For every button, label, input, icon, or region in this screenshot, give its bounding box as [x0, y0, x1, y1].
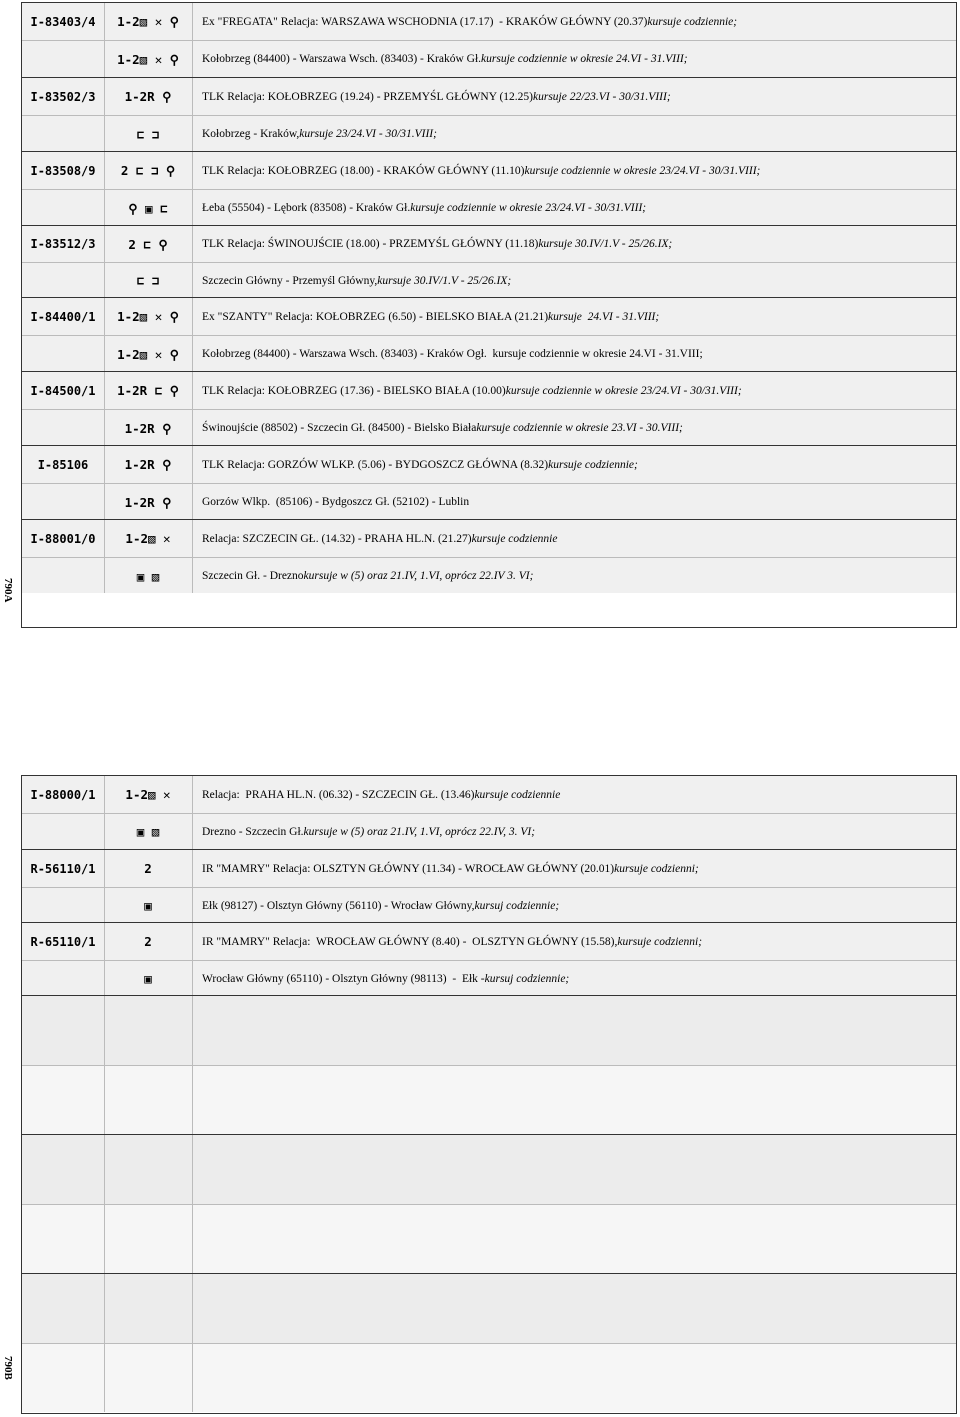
train-group [22, 3, 956, 77]
train-main-row [22, 520, 956, 557]
route-note: kursuje codziennie [474, 788, 561, 801]
sub-service-icons: 1-2▧ ✕ ⚲ [117, 346, 179, 362]
sub-route [192, 116, 956, 152]
column-divider [104, 1135, 105, 1204]
column-divider [192, 1205, 193, 1274]
sub-route-text: Szczecin Gł. - Drezno [202, 570, 304, 582]
sub-route-text: Szczecin Główny - Przemyśl Główny, [202, 274, 378, 287]
column-divider [104, 776, 105, 849]
column-divider [104, 520, 105, 593]
train-number: I-83512/3 [30, 237, 96, 251]
sub-service-icons: 1-2▧ ✕ ⚲ [117, 51, 179, 67]
route-note: kursuje 22/23.VI - 30/31.VIII; [533, 90, 671, 103]
sub-route-text: Kołobrzeg (84400) - Warszawa Wsch. (83403) - Kraków Ogł. kursuje codziennie w okresie 24.VI - 31.VIII; [202, 348, 703, 360]
route-text: Relacja: PRAHA HL.N. (06.32) - SZCZECIN GŁ. (13.46) [202, 788, 475, 801]
train-main-row [22, 152, 956, 189]
train-sub-row [22, 960, 956, 996]
column-divider [192, 1274, 193, 1343]
sub-route-note: kursuje codziennie w okresie 23.VI - 30.VIII; [476, 422, 683, 434]
train-sub-row [22, 40, 956, 77]
train-route [192, 152, 956, 189]
train-service-icons: 1-2R ⚲ [124, 89, 172, 104]
route-text: IR "MAMRY" Relacja: OLSZTYN GŁÓWNY (11.34) - WROCŁAW GŁÓWNY (20.01) [202, 862, 615, 875]
route-note: kursuje codziennie [471, 532, 558, 545]
column-divider [192, 152, 193, 225]
train-main-row [22, 446, 956, 483]
train-service-icons: 1-2▧ ✕ ⚲ [117, 309, 179, 324]
route-text: TLK Relacja: KOŁOBRZEG (17.36) - BIELSKO BIAŁA (10.00) [202, 384, 506, 397]
sub-route-note: kursuje 23/24.VI - 30/31.VIII; [299, 128, 437, 140]
sub-service-icons: ⚲ ▣ ⊏ [128, 200, 168, 216]
train-group [22, 445, 956, 519]
column-divider [104, 446, 105, 519]
route-note: kursuje 30.IV/1.V - 25/26.IX; [538, 238, 673, 250]
route-note: kursuje 24.VI - 31.VIII; [548, 310, 660, 323]
column-divider [192, 1066, 193, 1135]
train-route [192, 372, 956, 409]
sub-route [192, 410, 956, 446]
train-sub-row [22, 262, 956, 298]
train-service-icons: 1-2R ⊏ ⚲ [117, 383, 179, 398]
train-main-row [22, 78, 956, 115]
sub-route-text: Drezno - Szczecin Gł. [202, 825, 304, 838]
train-group [22, 922, 956, 995]
column-divider [104, 372, 105, 445]
column-divider [104, 1274, 105, 1343]
train-route [192, 776, 956, 813]
column-divider [104, 226, 105, 297]
sub-service-icons: ▣ ▧ [136, 568, 160, 584]
sub-route [192, 263, 956, 298]
train-sub-row [22, 115, 956, 152]
train-main-row [22, 298, 956, 335]
empty-row [22, 995, 956, 1065]
column-divider [192, 446, 193, 519]
train-number: I-83508/9 [30, 163, 96, 178]
route-text: IR "MAMRY" Relacja: WROCŁAW GŁÓWNY (8.40) - OLSZTYN GŁÓWNY (15.58), [202, 935, 618, 948]
sub-service-icons: ▣ ▧ [136, 824, 160, 839]
column-divider [192, 1344, 193, 1413]
train-main-row [22, 776, 956, 813]
train-service-icons: 2 [144, 934, 152, 949]
train-route [192, 850, 956, 887]
train-group [22, 776, 956, 849]
column-divider [104, 1066, 105, 1135]
train-sub-row [22, 409, 956, 446]
side-label-b: 790B [2, 1356, 14, 1380]
timetable-1 [21, 2, 957, 628]
train-sub-row [22, 189, 956, 226]
sub-route [192, 190, 956, 226]
train-main-row [22, 3, 956, 40]
route-note: kursuje codziennie w okresie 23/24.VI - 30/31.VIII; [505, 384, 742, 397]
sub-route [192, 41, 956, 77]
train-sub-row [22, 557, 956, 594]
column-divider [104, 298, 105, 371]
column-divider [192, 923, 193, 995]
train-main-row [22, 850, 956, 887]
train-number: I-84500/1 [30, 383, 96, 398]
sub-route [192, 484, 956, 520]
train-number: I-88001/0 [30, 531, 96, 546]
column-divider [104, 996, 105, 1065]
sub-route-text: Ełk (98127) - Olsztyn Główny (56110) - Wrocław Główny, [202, 899, 475, 912]
train-service-icons: 1-2R ⚲ [124, 457, 172, 472]
train-number: I-83502/3 [30, 89, 96, 104]
route-text: Ex "FREGATA" Relacja: WARSZAWA WSCHODNIA (17.17) - KRAKÓW GŁÓWNY (20.37) [202, 15, 648, 28]
train-route [192, 226, 956, 262]
sub-service-icons: ▣ [144, 971, 152, 986]
sub-route [192, 558, 956, 594]
train-group [22, 849, 956, 922]
sub-route-note: kursuje w (5) oraz 21.IV, 1.VI, oprócz 22.IV, 3. VI; [303, 825, 536, 838]
train-route [192, 298, 956, 335]
train-number: I-83403/4 [30, 14, 96, 29]
route-text: TLK Relacja: GORZÓW WLKP. (5.06) - BYDGOSZCZ GŁÓWNA (8.32) [202, 458, 549, 471]
empty-row [22, 1343, 956, 1413]
column-divider [192, 776, 193, 849]
sub-route-text: Wrocław Główny (65110) - Olsztyn Główny (98113) - Ełk - [202, 972, 485, 985]
route-note: kursuje codzienni; [614, 862, 699, 875]
column-divider [192, 1135, 193, 1204]
train-group [22, 77, 956, 151]
route-text: TLK Relacja: KOŁOBRZEG (19.24) - PRZEMYŚL GŁÓWNY (12.25) [202, 90, 533, 103]
train-group [22, 297, 956, 371]
column-divider [192, 372, 193, 445]
train-sub-row [22, 483, 956, 520]
train-service-icons: 2 ⊏ ⊐ ⚲ [120, 163, 176, 178]
route-text: TLK Relacja: ŚWINOUJŚCIE (18.00) - PRZEMYŚL GŁÓWNY (11.18) [202, 238, 539, 250]
sub-route-text: Łeba (55504) - Lębork (83508) - Kraków Gł. [202, 202, 411, 214]
column-divider [192, 78, 193, 151]
route-note: kursuje codzienni; [617, 935, 703, 948]
train-group [22, 371, 956, 445]
column-divider [104, 3, 105, 77]
train-main-row [22, 226, 956, 262]
column-divider [192, 3, 193, 77]
train-sub-row [22, 335, 956, 372]
train-route [192, 446, 956, 483]
train-service-icons: 2 ⊏ ⚲ [128, 236, 168, 252]
route-text: TLK Relacja: KOŁOBRZEG (18.00) - KRAKÓW GŁÓWNY (11.10) [202, 164, 525, 177]
empty-row [22, 1065, 956, 1135]
train-group [22, 151, 956, 225]
route-note: kursuje codziennie; [548, 458, 638, 471]
train-sub-row [22, 887, 956, 923]
train-sub-row [22, 813, 956, 849]
sub-route [192, 336, 956, 372]
route-text: Ex "SZANTY" Relacja: KOŁOBRZEG (6.50) - BIELSKO BIAŁA (21.21) [202, 310, 549, 323]
timetable-2 [21, 775, 957, 1414]
train-service-icons: 1-2▧ ✕ [125, 787, 171, 802]
route-note: kursuje codziennie w okresie 23/24.VI - 30/31.VIII; [524, 164, 761, 177]
sub-route [192, 814, 956, 849]
train-service-icons: 2 [144, 861, 152, 876]
route-text: Relacja: SZCZECIN GŁ. (14.32) - PRAHA HL.N. (21.27) [202, 532, 472, 545]
sub-route-note: kursuje codziennie w okresie 24.VI - 31.VIII; [481, 53, 688, 65]
sub-route-note: kursuj codziennie; [474, 899, 560, 912]
sub-service-icons: ⊏ ⊐ [136, 273, 160, 288]
train-number: R-65110/1 [30, 934, 96, 949]
train-number: I-88000/1 [30, 787, 96, 802]
train-service-icons: 1-2▧ ✕ [125, 531, 171, 546]
sub-route-note: kursuje codziennie w okresie 23/24.VI - 30/31.VIII; [410, 202, 647, 214]
train-route [192, 3, 956, 40]
train-route [192, 923, 956, 960]
empty-row [22, 1134, 956, 1204]
train-group [22, 519, 956, 593]
sub-route-note: kursuje 30.IV/1.V - 25/26.IX; [377, 274, 512, 287]
train-number: I-85106 [37, 457, 89, 472]
side-label-a: 790A [2, 578, 14, 603]
column-divider [192, 520, 193, 593]
train-main-row [22, 372, 956, 409]
sub-service-icons: ⊏ ⊐ [136, 126, 160, 142]
sub-service-icons: ▣ [144, 898, 152, 913]
column-divider [104, 923, 105, 995]
column-divider [104, 152, 105, 225]
sub-service-icons: 1-2R ⚲ [124, 494, 172, 510]
column-divider [192, 850, 193, 922]
train-route [192, 520, 956, 557]
sub-route-note: kursuj codziennie; [484, 972, 570, 985]
sub-route [192, 961, 956, 996]
sub-route-text: Świnoujście (88502) - Szczecin Gł. (84500) - Bielsko Biała [202, 422, 477, 434]
column-divider [104, 1344, 105, 1413]
sub-service-icons: 1-2R ⚲ [124, 420, 172, 436]
empty-row [22, 1273, 956, 1343]
sub-route [192, 888, 956, 923]
empty-row [22, 1204, 956, 1274]
sub-route-text: Gorzów Wlkp. (85106) - Bydgoszcz Gł. (52102) - Lublin [202, 496, 470, 508]
route-note: kursuje codziennie; [647, 15, 738, 28]
sub-route-text: Kołobrzeg (84400) - Warszawa Wsch. (83403) - Kraków Gł. [202, 53, 482, 65]
train-number: I-84400/1 [30, 309, 96, 324]
sub-route-text: Kołobrzeg - Kraków, [202, 128, 300, 140]
column-divider [192, 996, 193, 1065]
column-divider [104, 850, 105, 922]
column-divider [104, 1205, 105, 1274]
train-route [192, 78, 956, 115]
sub-route-note: kursuje w (5) oraz 21.IV, 1.VI, oprócz 22.IV 3. VI; [303, 570, 534, 582]
train-service-icons: 1-2▧ ✕ ⚲ [117, 14, 179, 29]
column-divider [104, 78, 105, 151]
train-number: R-56110/1 [30, 861, 96, 876]
column-divider [192, 298, 193, 371]
train-main-row [22, 923, 956, 960]
column-divider [192, 226, 193, 297]
train-group [22, 225, 956, 297]
